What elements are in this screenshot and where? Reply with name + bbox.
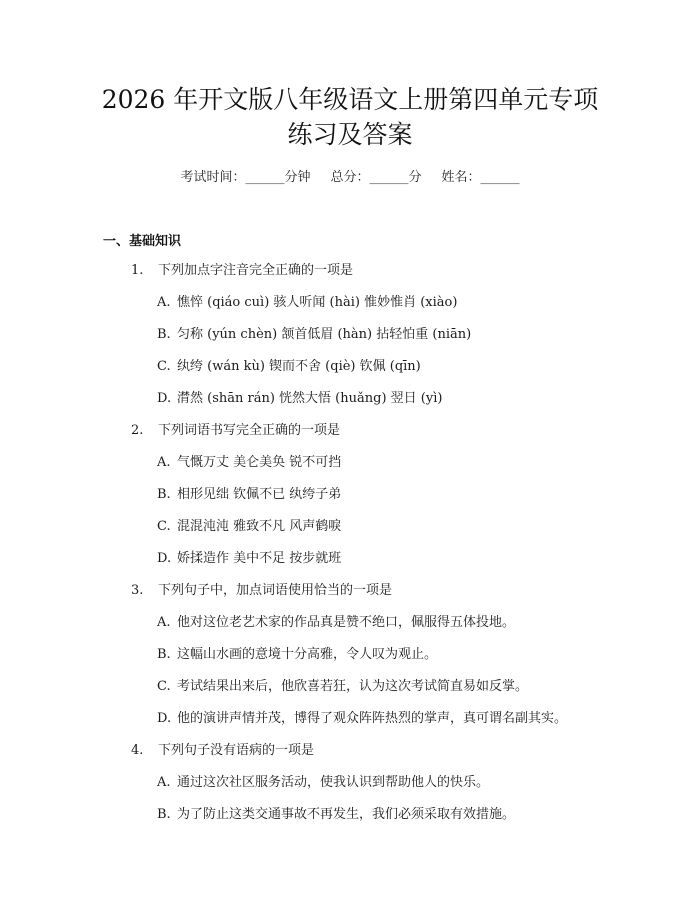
option-label: D. xyxy=(157,711,172,726)
option-text: 他的演讲声情并茂，博得了观众阵阵热烈的掌声，真可谓名副其实。 xyxy=(177,711,568,726)
question-4-option-a xyxy=(157,774,489,792)
option-label: B. xyxy=(157,487,171,502)
option-text: 憔悴 (qiáo cuì) 骇人听闻 (hài) 惟妙惟肖 (xiào) xyxy=(177,295,458,310)
option-text: 他对这位老艺术家的作品真是赞不绝口，佩服得五体投地。 xyxy=(177,615,516,630)
option-text: 为了防止这类交通事故不再发生，我们必须采取有效措施。 xyxy=(177,807,516,822)
option-label: D. xyxy=(157,391,172,406)
question-number: 1. xyxy=(131,263,144,278)
question-number: 3. xyxy=(131,583,144,598)
option-label: C. xyxy=(157,519,171,534)
option-text: 娇揉造作 美中不足 按步就班 xyxy=(177,551,342,566)
option-text: 考试结果出来后，他欣喜若狂，认为这次考试简直易如反掌。 xyxy=(177,679,529,694)
question-text: 下列词语书写完全正确的一项是 xyxy=(158,423,341,438)
question-1-option-c xyxy=(157,358,421,376)
option-label: C. xyxy=(157,679,171,694)
document-title-line-2: 练习及答案 xyxy=(287,120,413,149)
exam-meta xyxy=(0,166,700,185)
option-label: B. xyxy=(157,807,171,822)
option-text: 通过这次社区服务活动，使我认识到帮助他人的快乐。 xyxy=(177,775,490,790)
option-label: B. xyxy=(157,647,171,662)
question-2-option-c xyxy=(157,518,341,536)
option-label: B. xyxy=(157,327,171,342)
option-text: 潸然 (shān rán) 恍然大悟 (huǎng) 翌日 (yì) xyxy=(177,391,443,406)
question-text: 下列句子中，加点词语使用恰当的一项是 xyxy=(158,583,393,598)
question-1-option-b xyxy=(157,326,471,344)
question-4 xyxy=(131,742,314,760)
question-text: 下列加点字注音完全正确的一项是 xyxy=(158,263,354,278)
option-text: 混混沌沌 雅致不凡 风声鹤唳 xyxy=(177,519,342,534)
question-text: 下列句子没有语病的一项是 xyxy=(158,743,315,758)
option-text: 相形见绌 钦佩不已 纨绔子弟 xyxy=(177,487,342,502)
document-title-line-1: 2026 年开文版八年级语文上册第四单元专项 xyxy=(101,85,599,114)
option-label: A. xyxy=(157,775,171,790)
question-1 xyxy=(131,262,353,280)
option-label: D. xyxy=(157,551,172,566)
question-3-option-b xyxy=(157,646,437,664)
exam-time-label: 考试时间：______分钟 xyxy=(180,170,311,185)
student-name-label: 姓名：______ xyxy=(441,170,520,185)
question-3 xyxy=(131,582,392,600)
question-2-option-b xyxy=(157,486,341,504)
option-label: A. xyxy=(157,295,171,310)
question-3-option-d xyxy=(157,710,567,728)
question-3-option-a xyxy=(157,614,515,632)
question-2 xyxy=(131,422,340,440)
question-2-option-a xyxy=(157,454,341,472)
option-text: 匀称 (yún chèn) 颔首低眉 (hàn) 拈轻怕重 (niān) xyxy=(177,327,472,342)
question-3-option-c xyxy=(157,678,528,696)
option-label: A. xyxy=(157,455,171,470)
option-label: C. xyxy=(157,359,171,374)
option-text: 气慨万丈 美仑美奂 锐不可挡 xyxy=(177,455,342,470)
question-number: 2. xyxy=(131,423,144,438)
total-score-label: 总分：______分 xyxy=(330,170,422,185)
option-label: A. xyxy=(157,615,171,630)
question-number: 4. xyxy=(131,743,144,758)
option-text: 这幅山水画的意境十分高雅，令人叹为观止。 xyxy=(177,647,438,662)
section-heading: 一、基础知识 xyxy=(103,234,182,249)
option-text: 纨绔 (wán kù) 锲而不舍 (qiè) 钦佩 (qīn) xyxy=(177,359,421,374)
question-4-option-b xyxy=(157,806,515,824)
question-1-option-d xyxy=(157,390,442,408)
question-1-option-a xyxy=(157,294,457,312)
question-2-option-d xyxy=(157,550,341,568)
